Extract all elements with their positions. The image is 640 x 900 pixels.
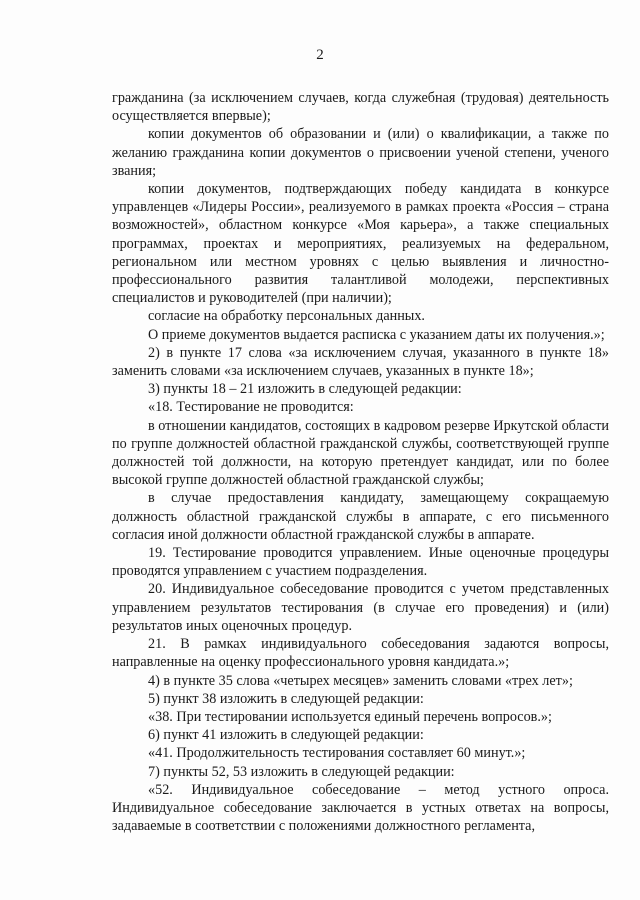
paragraph: копии документов об образовании и (или) о квалификации, а также по желанию гражданина копии документов о присвоении ученой степени, ученого звания; [112,126,609,179]
paragraph: «38. При тестировании используется единый перечень вопросов.»; [148,708,552,725]
document-body [112,89,609,835]
paragraph: 6) пункт 41 изложить в следующей редакции: [148,727,424,744]
paragraph: 20. Индивидуальное собеседование проводится с учетом представленных управлением результатов тестирования (в случае его проведения) и (или) результатов иных оценочных процедур. [112,581,609,634]
paragraph: «52. Индивидуальное собеседование – метод устного опроса. Индивидуальное собеседование заключается в устных ответах на вопросы, задаваемые в соответствии с положениями должностного регламента, [112,781,609,835]
paragraph: в случае предоставления кандидату, замещающему сокращаемую должность областной гражданской службы в аппарате, с его письменного согласия иной должности областной гражданской службы в аппарате. [112,490,609,543]
paragraph: «41. Продолжительность тестирования составляет 60 минут.»; [148,745,526,762]
paragraph: 21. В рамках индивидуального собеседования задаются вопросы, направленные на оценку профессионального уровня кандидата.»; [112,636,609,671]
paragraph: 4) в пункте 35 слова «четырех месяцев» заменить словами «трех лет»; [148,672,573,689]
paragraph: 5) пункт 38 изложить в следующей редакции: [148,690,424,707]
paragraph: «18. Тестирование не проводится: [148,399,354,416]
paragraph: 7) пункты 52, 53 изложить в следующей редакции: [148,763,455,780]
paragraph: 19. Тестирование проводится управлением. Иные оценочные процедуры проводятся управлением с участием подразделения. [112,545,609,580]
page-number: 2 [316,47,324,63]
paragraph: О приеме документов выдается расписка с указанием даты их получения.»; [148,326,605,343]
paragraph: 2) в пункте 17 слова «за исключением случая, указанного в пункте 18» заменить словами «за исключением случаев, указанных в пункте 18»; [112,344,609,380]
paragraph: согласие на обработку персональных данных. [148,308,425,325]
paragraph: копии документов, подтверждающих победу кандидата в конкурсе управленцев «Лидеры России», реализуемого в рамках проекта «Россия – страна возможностей», областном конкурсе «Моя карьера», а также специальных программах, проектах и мероприятиях, реализуемых на федеральном, региональном или местном уровнях с целью выявления и личностно-профессионального развития талантливой молодежи, перспективных специалистов и руководителей (при наличии); [112,181,609,307]
paragraph: гражданина (за исключением случаев, когда служебная (трудовая) деятельность осуществляется впервые); [112,90,609,125]
paragraph: 3) пункты 18 – 21 изложить в следующей редакции: [148,381,462,398]
paragraph: в отношении кандидатов, состоящих в кадровом резерве Иркутской области по группе должностей областной гражданской службы, соответствующей группе должностей той должности, на которую претендует кандидат, или по более высокой группе должностей областной гражданской службы; [112,417,609,489]
